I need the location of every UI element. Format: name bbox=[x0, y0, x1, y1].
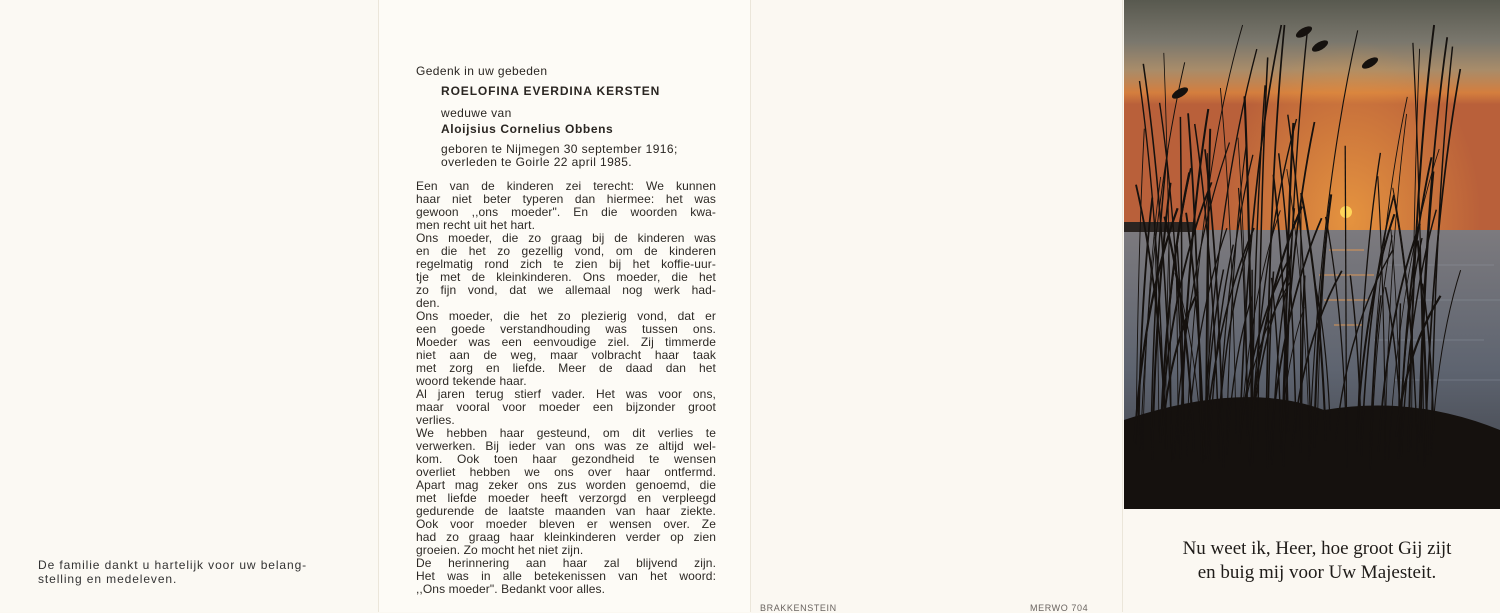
body-text-line: Ons moeder, die zo graag bij de kinderen was bbox=[416, 231, 716, 245]
body-text-line: We hebben haar gesteund, om dit verlies te bbox=[416, 426, 716, 440]
body-text-line: niet aan de weg, maar volbracht haar taak bbox=[416, 348, 716, 362]
body-text-line: Het was in alle betekenissen van het woord: bbox=[416, 569, 716, 583]
thank-you-line-2: stelling en medeleven. bbox=[38, 572, 178, 586]
body-text-line: Moeder was een eenvoudige ziel. Zij timmerde bbox=[416, 335, 716, 349]
body-text-line: regelmatig rond zich te zien bij het koffie-uur- bbox=[416, 257, 716, 271]
blank-panel bbox=[750, 0, 1122, 612]
spouse-name: Aloijsius Cornelius Obbens bbox=[441, 122, 614, 136]
thank-you-note bbox=[38, 558, 342, 586]
body-text-line: gedurende de laatste maanden van haar ziekte. bbox=[416, 504, 716, 518]
body-text-line: verlies. bbox=[416, 413, 455, 427]
sunset-reeds-photo bbox=[1124, 0, 1500, 509]
printer-mark-right: MERWO 704 bbox=[1030, 603, 1089, 613]
death-line: overleden te Goirle 22 april 1985. bbox=[441, 155, 633, 169]
deceased-name: ROELOFINA EVERDINA KERSTEN bbox=[441, 84, 661, 98]
birth-line: geboren te Nijmegen 30 september 1916; bbox=[441, 142, 678, 156]
verse bbox=[1150, 537, 1484, 585]
body-text-line: haar niet beter typeren dan hiermee: het was bbox=[416, 192, 716, 206]
fold-line bbox=[1122, 0, 1123, 612]
body-text-line: De herinnering aan haar zal blijvend zijn. bbox=[416, 556, 716, 570]
verse-line-2: en buig mij voor Uw Majesteit. bbox=[1197, 562, 1437, 583]
body-text-line: men recht uit het hart. bbox=[416, 218, 536, 232]
body-text-line: en die het zo gezellig vond, om de kinderen bbox=[416, 244, 716, 258]
body-text-line: met liefde moeder heeft verzorgd en verpleegd bbox=[416, 491, 716, 505]
body-text-line: groeien. Zo mocht het niet zijn. bbox=[416, 543, 584, 557]
fold-line bbox=[750, 0, 751, 612]
memorial-body-text bbox=[416, 180, 716, 596]
distant-shore bbox=[1124, 222, 1194, 232]
life-dates bbox=[441, 143, 678, 169]
body-text-line: Ook voor moeder bleven er wensen over. Ze bbox=[416, 517, 716, 531]
body-text-line: kom. Ook toen haar gezondheid te wensen bbox=[416, 452, 716, 466]
body-text-line: overliet hebben we ons over haar ontfermd. bbox=[416, 465, 716, 479]
body-text-line: woord tekende haar. bbox=[416, 374, 527, 388]
body-text-line: met zorg en liefde. Meer de daad dan het bbox=[416, 361, 716, 375]
body-text-line: ,,Ons moeder". Bedankt voor alles. bbox=[416, 582, 606, 596]
body-text-line: den. bbox=[416, 296, 440, 310]
body-text-line: gewoon ,,ons moeder". En die woorden kwa- bbox=[416, 205, 716, 219]
body-text-line: Al jaren terug stierf vader. Het was voor ons, bbox=[416, 387, 716, 401]
intro-line: Gedenk in uw gebeden bbox=[416, 64, 548, 78]
body-text-line: had zo graag haar kleinkinderen verder op zien bbox=[416, 530, 716, 544]
body-text-line: maar vooral voor moeder een bijzonder groot bbox=[416, 400, 716, 414]
body-text-line: Een van de kinderen zei terecht: We kunnen bbox=[416, 179, 716, 193]
thank-you-line-1: De familie dankt u hartelijk voor uw belang- bbox=[38, 558, 308, 572]
body-text-line: Apart mag zeker ons zus worden genoemd, die bbox=[416, 478, 716, 492]
fold-line bbox=[378, 0, 379, 612]
body-text-line: Ons moeder, die het zo plezierig vond, dat er bbox=[416, 309, 716, 323]
printer-mark-left: BRAKKENSTEIN bbox=[760, 603, 837, 613]
body-text-line: een goede verstandhouding was tussen ons. bbox=[416, 322, 716, 336]
body-text-line: zo fijn vond, dat we allemaal nog werk had- bbox=[416, 283, 716, 297]
left-panel bbox=[0, 0, 378, 612]
verse-line-1: Nu weet ik, Heer, hoe groot Gij zijt bbox=[1182, 538, 1452, 559]
body-text-line: tje met de kleinkinderen. Ons moeder, die het bbox=[416, 270, 716, 284]
relation-line: weduwe van bbox=[441, 106, 512, 120]
body-text-line: verwerken. Bij ieder van ons was ze altijd wel- bbox=[416, 439, 716, 453]
